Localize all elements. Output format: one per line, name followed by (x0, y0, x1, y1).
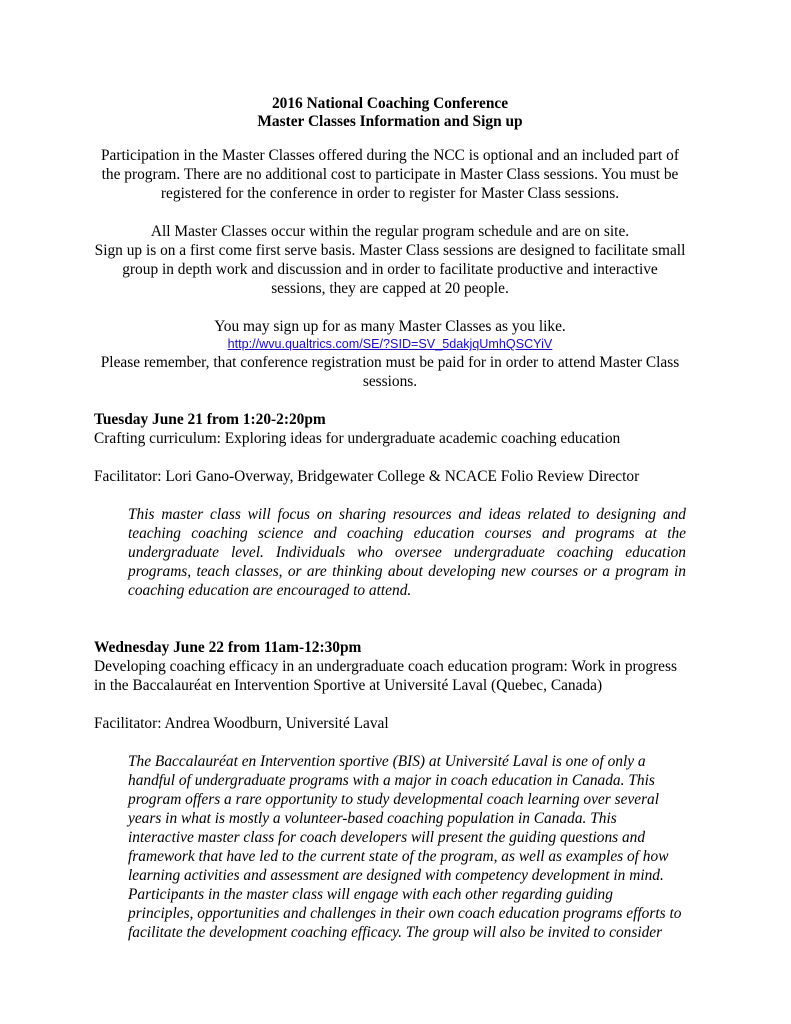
signup-block (94, 317, 686, 391)
session-2 (94, 638, 686, 942)
signup-text: You may sign up for as many Master Classes as you like. (214, 318, 566, 335)
session-2-title: Developing coaching efficacy in an undergraduate coach education program: Work in progress in the Baccalauréat en Intervention Sportive at Université Laval (Quebec, Canada) (94, 658, 677, 694)
document-page (94, 95, 686, 942)
session-2-description-line: The Baccalauréat en Intervention sportive (BIS) at Université Laval is one of only a (128, 753, 646, 770)
session-2-description-line: Participants in the master class will engage with each other regarding guiding (128, 886, 613, 903)
session-2-description-line: handful of undergraduate programs with a major in coach education in Canada. This (128, 772, 655, 789)
title-line-1: 2016 National Coaching Conference (271, 95, 509, 112)
session-2-description (128, 752, 686, 942)
session-1 (94, 410, 686, 600)
session-2-description-line: principles, opportunities and challenges in their own coach education programs efforts to (128, 905, 682, 922)
session-2-description-line: learning activities and assessment are designed with competency development in mind. (128, 867, 664, 884)
intro-paragraph-2-rest: Sign up is on a first come first serve basis. Master Class sessions are designed to facilitate small group in depth work and discussion and in order to facilitate productive and interactive sessions, they are capped at 20 people. (94, 242, 686, 297)
session-1-date: Tuesday June 21 from 1:20-2:20pm (94, 411, 326, 428)
session-2-description-line: interactive master class for coach developers will present the guiding questions and (128, 829, 646, 846)
session-2-description-line: years in what is mostly a volunteer-based coaching population in Canada. This (128, 810, 617, 827)
document-title (94, 95, 686, 130)
session-1-description: This master class will focus on sharing resources and ideas related to designing and teaching coaching science and coaching education courses and programs at the undergraduate level. Individuals who oversee undergraduate coaching education programs, teach classes, or are thinking about developing new courses or a program in coaching education are encouraged to attend. (128, 506, 686, 599)
intro-paragraph-2-line-1: All Master Classes occur within the regular program schedule and are on site. (150, 223, 630, 240)
session-1-title: Crafting curriculum: Exploring ideas for undergraduate academic coaching education (94, 430, 621, 447)
session-2-description-line: program offers a rare opportunity to study developmental coach learning over several (128, 791, 660, 808)
session-1-facilitator: Facilitator: Lori Gano-Overway, Bridgewater College & NCACE Folio Review Director (94, 468, 640, 485)
session-2-facilitator: Facilitator: Andrea Woodburn, Université Laval (94, 715, 389, 732)
intro-paragraph-1: Participation in the Master Classes offered during the NCC is optional and an included part of the program. There are no additional cost to participate in Master Class sessions. You must be registered for the conference in order to register for Master Class sessions. (100, 147, 680, 202)
title-line-2: Master Classes Information and Sign up (257, 112, 523, 130)
session-2-description-line: framework that have led to the current state of the program, as well as examples of how (128, 848, 669, 865)
intro-paragraph-2 (94, 222, 686, 298)
signup-link[interactable]: http://wvu.qualtrics.com/SE/?SID=SV_5dakjqUmhQSCYiV (227, 337, 553, 351)
registration-reminder: Please remember, that conference registration must be paid for in order to attend Master Class sessions. (100, 354, 680, 390)
session-2-date: Wednesday June 22 from 11am-12:30pm (94, 639, 362, 656)
session-2-description-line: facilitate the development coaching efficacy. The group will also be invited to consider (128, 924, 663, 941)
